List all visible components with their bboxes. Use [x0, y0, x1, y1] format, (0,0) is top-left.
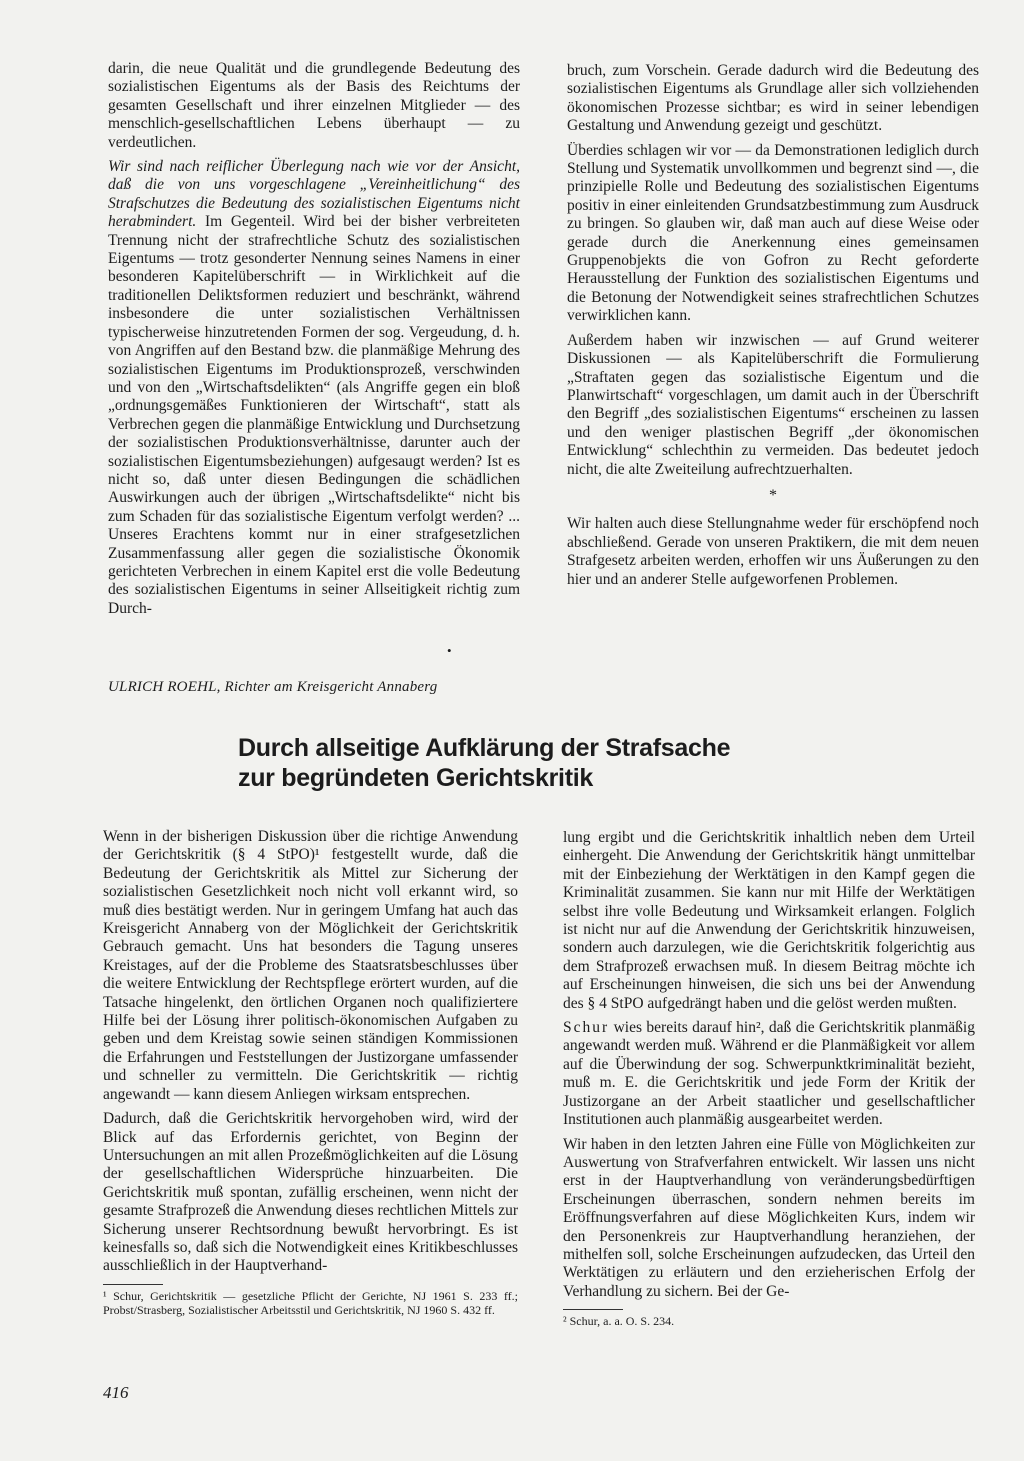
- paragraph: bruch, zum Vorschein. Gerade dadurch wird die Bedeutung des sozialistischen Eigentums als Grundlage aller sich vollziehenden ökonomischen Prozesse sichtbar; es wird in seiner lebendigen Gestaltung und Anwendung gezeigt und geschützt.: [567, 62, 979, 135]
- separator-dot: •: [447, 643, 452, 658]
- paragraph-text: Im Gegenteil. Wird bei der bisher verbreiteten Trennung nicht der strafrechtliche Schutz des sozialistischen Eigentums — trotz gesonderter Nennung seines Namens in einer besonderen Kapitelüberschrift — in Wirklichkeit auf die traditionellen Deliktsformen reduziert und beschränkt, während insbesondere die unter sozialistischen Verhältnissen typischerweise hinzutretenden Formen der sog. Vergeudung, d. h. von Angriffen auf den Bestand bzw. die planmäßige Mehrung des sozialistischen Eigentums im Produktionsprozeß, verschwinden und von den „Wirtschaftsdelikten“ (als Angriffe gegen ein bloß „ordnungsgemäßes Funktionieren der Wirtschaft“, statt als Verbrechen gegen die planmäßige Entwicklung und Durchsetzung der sozialistischen Produktionsverhältnisse, darunter auch der sozialistischen Eigentumsbeziehungen) aufgesaugt werden? Ist es nicht so, daß unter diesen Bedingungen die schädlichen Auswirkungen auch der übrigen „Wirtschaftsdelikte“ nicht bis zum Schaden für das sozialistische Eigentum verfolgt werden? ... Unseres Erachtens kommt nur in einer strafgesetzlichen Zusammenfassung aller gegen die sozialistische Ökonomik gerichteten Verbrechen in einem Kapitel erst die volle Bedeutung des sozialistischen Eigentums in seiner Allseitigkeit richtig zum Durch-: [108, 213, 520, 617]
- author-name: Schur: [563, 1019, 610, 1037]
- paragraph: darin, die neue Qualität und die grundlegende Bedeutung des sozialistischen Eigentums als der Basis des Reichtums der gesamten Gesellschaft und ihrer einzelnen Mitglieder — des menschlich-gesellschaftlichen Lebens überhaupt — zu verdeutlichen.: [108, 60, 520, 151]
- footnote: ² Schur, a. a. O. S. 234.: [563, 1314, 675, 1329]
- paragraph: Wenn in der bisherigen Diskussion über die richtige Anwendung der Gerichtskritik (§ 4 StPO)¹ festgestellt wurde, daß die Bedeutung der Gerichtskritik als Mittel zur Sicherung der sozialistischen Gesetzlichkeit noch nicht voll erkannt wird, so muß dies bestätigt werden. Nur in geringem Umfang hat auch das Kreisgericht Annaberg von der Möglichkeit der Gerichtskritik Gebrauch gemacht. Uns hat besonders die Tagung unseres Kreistages, auf der die Probleme des Staatsratsbeschlusses über die weitere Entwicklung der Rechtspflege erörtert wurden, auf die Tatsache hingelenkt, den örtlichen Organen noch qualifiziertere Hilfe bei der Lösung ihrer politisch-ökonomischen Aufgaben zu geben und dem Kreistag sowie seinen ständigen Kommissionen die Erfahrungen und Feststellungen der Justizorgane umfassender und schneller zu vermitteln. Die Gerichtskritik — richtig angewandt — kann diesem Anliegen wirksam entsprechen.: [103, 828, 518, 1103]
- bottom-right-column: [563, 829, 975, 1334]
- footnote: ¹ Schur, Gerichtskritik — gesetzliche Pflicht der Gerichte, NJ 1961 S. 233 ff.; Probst/Strasberg, Sozialistischer Arbeitsstil und Gerichtskritik, NJ 1960 S. 432 ff.: [103, 1288, 518, 1317]
- bottom-left-column: [103, 828, 518, 1323]
- paragraph: Wir halten auch diese Stellungnahme weder für erschöpfend noch abschließend. Gerade von unseren Praktikern, die mit dem neuen Strafgesetz arbeiten werden, erhoffen wir uns Äußerungen zu den hier und an anderer Stelle aufgeworfenen Problemen.: [567, 515, 979, 588]
- footnote-rule: [563, 1309, 623, 1310]
- paragraph: [108, 158, 520, 618]
- paragraph-text: wies bereits darauf hin², daß die Gerichtskritik planmäßig angewandt werden muß. Während er die Planmäßigkeit vor allem auf die Überwindung der sog. Schwerpunktkriminalität bezieht, muß m. E. die Gerichtskritik und jede Form der Kritik der Justizorgane an der Arbeit staatlicher und gesellschaftlicher Institutionen auch planmäßig ausgearbeitet werden.: [563, 1019, 975, 1129]
- top-right-column: [567, 62, 979, 595]
- paragraph: Dadurch, daß die Gerichtskritik hervorgehoben wird, wird der Blick auf das Erfordernis gerichtet, von Beginn der Untersuchungen an mit allen Prozeßmöglichkeiten auf die Lösung der gesellschaftlichen Widersprüche hinzuarbeiten. Die Gerichtskritik muß spontan, zufällig erscheinen, wenn nicht der gesamte Strafprozeß die Anwendung dieses rechtlichen Mittels zur Sicherung unserer Rechtsordnung bewußt hervorbringt. Es ist keinesfalls so, daß sich die Notwendigkeit eines Kritikbeschlusses ausschließlich in der Hauptverhand-: [103, 1110, 518, 1275]
- top-left-column: [108, 60, 520, 624]
- footnote-rule: [103, 1284, 163, 1285]
- paragraph: Außerdem haben wir inzwischen — auf Grund weiterer Diskussionen — als Kapitelüberschrift die Formulierung „Straftaten gegen das sozialistische Eigentum und die Planwirtschaft“ vorgeschlagen, um damit auch in der Überschrift den Begriff „des sozialistischen Eigentums“ erscheinen zu lassen und den weniger plastischen Begriff „der ökonomischen Entwicklung“ schlechthin zu vermeiden. Das bedeutet jedoch nicht, die alte Zweiteilung aufrechtzuerhalten.: [567, 331, 979, 478]
- title-line-1: Durch allseitige Aufklärung der Strafsache: [238, 734, 731, 762]
- italic-quote: Wir sind nach reiflicher Überlegung nach wie vor der Ansicht, daß die von uns vorgeschlagene „Vereinheitlichung“ des Strafschutzes die Bedeutung des sozialistischen Eigentums nicht herabmindert.: [108, 158, 520, 231]
- paragraph: Überdies schlagen wir vor — da Demonstrationen lediglich durch Stellung und Systematik unvollkommen und begrenzt sind —, die prinzipielle Rolle und Bedeutung des sozialistischen Eigentums positiv in einer einleitenden Grundsatzbestimmung zum Ausdruck zu bringen. So glauben wir, daß man auch auf diese Weise oder gerade durch die Anerkennung eines gemeinsamen Gruppenobjekts die von Gofron zu Recht geforderte Herausstellung der Funktion des sozialistischen Eigentums und die Betonung der Notwendigkeit seines strafrechtlichen Schutzes verwirklichen kann.: [567, 141, 979, 325]
- page-number: 416: [103, 1383, 129, 1402]
- paragraph: lung ergibt und die Gerichtskritik inhaltlich neben dem Urteil einhergeht. Die Anwendung der Gerichtskritik hängt unmittelbar mit der Einbeziehung der Werktätigen in den Kampf gegen die Kriminalität zusammen. Sie kann nur mit Hilfe der Werktätigen selbst ihre volle Bedeutung und Wirksamkeit erlangen. Folglich ist nicht nur auf die Anwendung der Gerichtskritik hinzuweisen, sondern auch darzulegen, wie die Gerichtskritik folgerichtig aus dem Strafprozeß erwachsen muß. In diesem Beitrag möchte ich auf Erscheinungen hinweisen, die sich uns bei der Anwendung des § 4 StPO aufgedrängt haben und die gelöst werden mußten.: [563, 829, 975, 1012]
- section-asterisk: *: [769, 486, 777, 504]
- author-byline: ULRICH ROEHL, Richter am Kreisgericht Annaberg: [108, 679, 438, 695]
- paragraph: [563, 1019, 975, 1129]
- title-line-2: zur begründeten Gerichtskritik: [238, 764, 593, 792]
- paragraph: Wir haben in den letzten Jahren eine Fülle von Möglichkeiten zur Auswertung von Strafverfahren entwickelt. Wir lassen uns nicht erst in der Hauptverhandlung von veränderungsbedürftigen Erscheinungen überraschen, sondern nehmen bereits im Eröffnungsverfahren auf diese Möglichkeiten Kurs, indem wir den Personenkreis zur Hauptverhandlung heranziehen, der mithelfen soll, solche Erscheinungen aufzudecken, das Urteil den Werktätigen zu erläutern und den erzieherischen Erfolg der Verhandlung zu sichern. Bei der Ge-: [563, 1135, 975, 1300]
- article-title: [238, 733, 838, 793]
